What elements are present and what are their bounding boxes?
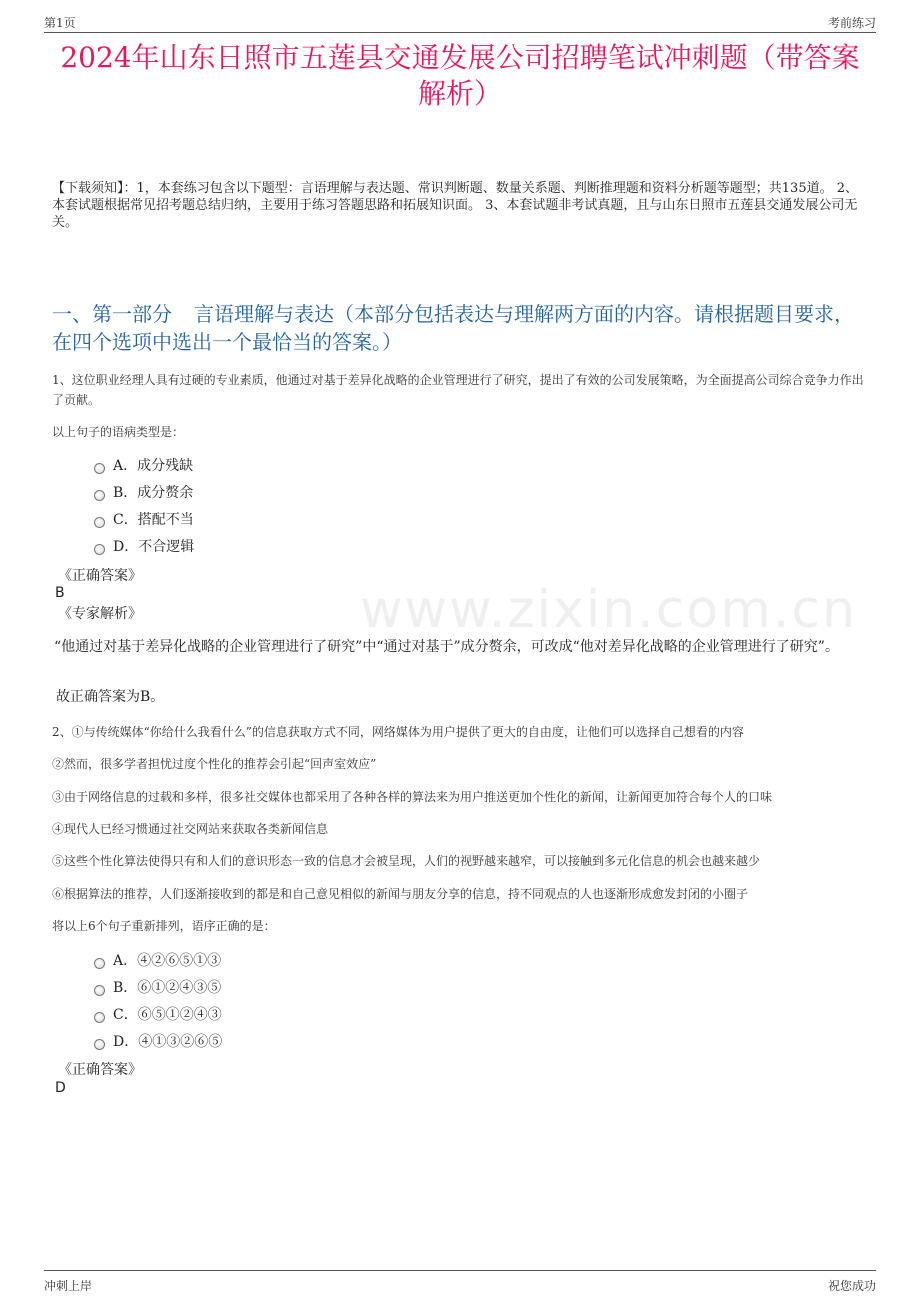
question-1-option-d[interactable] bbox=[94, 537, 194, 557]
option-label: A．④②⑥⑤①③ bbox=[113, 953, 222, 969]
question-2-line-6: ⑥根据算法的推荐，人们逐渐接收到的都是和自己意见相似的新闻与朋友分享的信息，持不同观点的人也逐渐形成愈发封闭的小圈子 bbox=[52, 887, 749, 901]
question-2-answer-label: 《正确答案》 bbox=[58, 1062, 142, 1078]
footer-right-label: 祝您成功 bbox=[827, 1279, 876, 1293]
question-2-line-4: ④现代人已经习惯通过社交网站来获取各类新闻信息 bbox=[52, 822, 329, 836]
option-label: D．④①③②⑥⑤ bbox=[113, 1034, 223, 1050]
question-1-conclusion: 故正确答案为B。 bbox=[56, 689, 165, 705]
radio-icon[interactable] bbox=[94, 463, 105, 474]
question-2-line-5: ⑤这些个性化算法使得只有和人们的意识形态一致的信息才会被呈现，人们的视野越来越窄，可以接触到多元化信息的机会也越来越少 bbox=[52, 854, 761, 868]
section-prefix: 一、第一部分 bbox=[52, 302, 172, 326]
footer-left-label: 冲刺上岸 bbox=[44, 1279, 93, 1293]
radio-icon[interactable] bbox=[94, 490, 105, 501]
option-label: B．⑥①②④③⑤ bbox=[113, 980, 222, 996]
document-title: 2024年山东日照市五莲县交通发展公司招聘笔试冲刺题（带答案解析） bbox=[60, 41, 860, 110]
question-2-prompt: 将以上6个句子重新排列，语序正确的是： bbox=[52, 919, 276, 933]
header-label: 考前练习 bbox=[827, 16, 876, 30]
option-label: C．搭配不当 bbox=[113, 512, 194, 528]
radio-icon[interactable] bbox=[94, 1039, 105, 1050]
page-header bbox=[44, 12, 876, 33]
download-notice: 【下载须知】：1，本套练习包含以下题型：言语理解与表达题、常识判断题、数量关系题、判断推理题和资料分析题等题型；共135道。 2、本套试题根据常见招考题总结归纳，主要用于练习答题思路和拓展知识面。 3、本套试题非考试真题，且与山东日照市五莲县交通发展公司无关。 bbox=[52, 181, 858, 230]
option-label: A．成分残缺 bbox=[113, 458, 194, 474]
question-2-line-2: ②然而，很多学者担忧过度个性化的推荐会引起“回声室效应” bbox=[52, 757, 377, 771]
question-2-option-c[interactable] bbox=[94, 1005, 222, 1025]
question-2-option-d[interactable] bbox=[94, 1032, 222, 1052]
page-footer bbox=[44, 1270, 876, 1297]
question-1-analysis-label: 《专家解析》 bbox=[58, 606, 142, 622]
radio-icon[interactable] bbox=[94, 958, 105, 969]
question-1-analysis: “他通过对基于差异化战略的企业管理进行了研究”中“通过对基于”成分赘余，可改成“他对差异化战略的企业管理进行了研究”。 bbox=[54, 639, 839, 655]
question-2-option-b[interactable] bbox=[94, 978, 221, 998]
question-2-option-a[interactable] bbox=[94, 951, 221, 971]
question-1-answer: B bbox=[55, 585, 65, 601]
radio-icon[interactable] bbox=[94, 517, 105, 528]
option-label: B．成分赘余 bbox=[113, 485, 194, 501]
question-2-line-3: ③由于网络信息的过载和多样，很多社交媒体也都采用了各种各样的算法来为用户推送更加个性化的新闻，让新闻更加符合每个人的口味 bbox=[52, 790, 773, 804]
radio-icon[interactable] bbox=[94, 1012, 105, 1023]
question-1-option-c[interactable] bbox=[94, 510, 194, 530]
question-1-stem: 1、这位职业经理人具有过硬的专业素质，他通过对基于差异化战略的企业管理进行了研究，提出了有效的公司发展策略，为全面提高公司综合竞争力作出了贡献。 bbox=[52, 373, 864, 407]
option-label: D．不合逻辑 bbox=[113, 539, 195, 555]
watermark: www.zixin.com.cn bbox=[360, 580, 857, 640]
radio-icon[interactable] bbox=[94, 985, 105, 996]
question-2-answer: D bbox=[55, 1080, 66, 1096]
question-1-option-b[interactable] bbox=[94, 483, 193, 503]
option-label: C．⑥⑤①②④③ bbox=[113, 1007, 222, 1023]
section-heading bbox=[52, 300, 870, 356]
question-1-option-a[interactable] bbox=[94, 456, 193, 476]
question-2-line-1: 2、①与传统媒体“你给什么我看什么”的信息获取方式不同，网络媒体为用户提供了更大的自由度，让他们可以选择自己想看的内容 bbox=[52, 725, 744, 739]
page-number: 第1页 bbox=[44, 16, 76, 30]
section-description: 言语理解与表达（本部分包括表达与理解两方面的内容。请根据题目要求，在四个选项中选出一个最恰当的答案。） bbox=[52, 302, 854, 354]
question-1-answer-label: 《正确答案》 bbox=[58, 568, 142, 584]
question-1-prompt: 以上句子的语病类型是： bbox=[52, 425, 185, 439]
radio-icon[interactable] bbox=[94, 544, 105, 555]
